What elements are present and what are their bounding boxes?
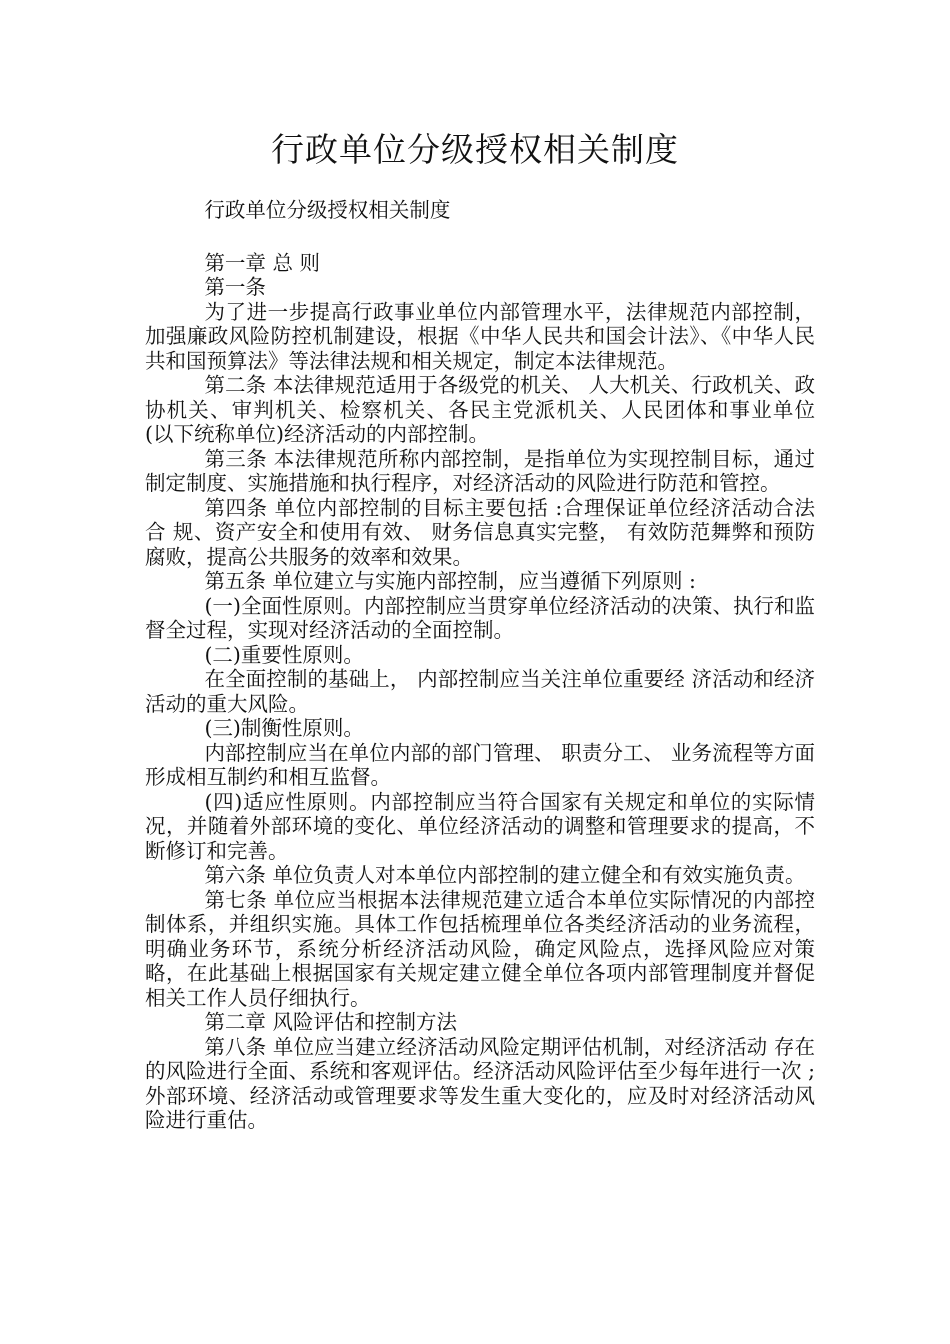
article-heading-1: 第一条 — [204, 275, 266, 299]
principle-2-heading: (二)重要性原则。 — [204, 642, 364, 667]
document-title: 行政单位分级授权相关制度 — [271, 130, 679, 169]
document-body — [145, 198, 815, 1133]
paragraph-article-5: 第五条 单位建立与实施内部控制，应当遵循下列原则 : — [204, 569, 696, 593]
paragraph-article-4: 第四条 单位内部控制的目标主要包括 :合理保证单位经济活动合法合 规、资产安全和使用有效、 财务信息真实完整， 有效防范舞弊和预防腐败，提高公共服务的效率和效果。 — [145, 495, 815, 569]
principle-2-body: 在全面控制的基础上， 内部控制应当关注单位重要经 济活动和经济活动的重大风险。 — [145, 667, 815, 716]
principle-3-heading: (三)制衡性原则。 — [204, 716, 364, 740]
paragraph-article-7: 第七条 单位应当根据本法律规范建立适合本单位实际情况的内部控制体系，并组织实施。具体工作包括梳理单位各类经济活动的业务流程，明确业务环节，系统分析经济活动风险，确定风险点，选择风险应对策略，在此基础上根据国家有关规定建立健全单位各项内部管理制度并督促相关工作人员仔细执行。 — [145, 887, 815, 1010]
document-subtitle: 行政单位分级授权相关制度 — [204, 198, 451, 222]
paragraph-article-6: 第六条 单位负责人对本单位内部控制的建立健全和有效实施负责。 — [204, 863, 806, 887]
paragraph-article-1: 为了进一步提高行政事业单位内部管理水平，法律规范内部控制，加强廉政风险防控机制建设，根据《中华人民共和国会计法》、《中华人民共和国预算法》等法律法规和相关规定，制定本法律规范。 — [145, 299, 815, 373]
chapter-heading-2: 第二章 风险评估和控制方法 — [204, 1010, 457, 1034]
paragraph-article-8: 第八条 单位应当建立经济活动风险定期评估机制，对经济活动 存在的风险进行全面、系统和客观评估。经济活动风险评估至少每年进行一次 ;外部环境、经济活动或管理要求等发生重大变化的，应及时对经济活动风险进行重估。 — [145, 1034, 815, 1132]
chapter-heading-1: 第一章 总 则 — [204, 250, 320, 275]
paragraph-article-2: 第二条 本法律规范适用于各级党的机关、 人大机关、行政机关、政协机关、审判机关、检察机关、各民主党派机关、人民团体和事业单位 (以下统称单位)经济活动的内部控制。 — [145, 373, 815, 446]
principle-4: (四)适应性原则。内部控制应当符合国家有关规定和单位的实际情况，并随着外部环境的变化、单位经济活动的调整和管理要求的提高，不断修订和完善。 — [145, 789, 815, 863]
principle-3-body: 内部控制应当在单位内部的部门管理、 职责分工、 业务流程等方面形成相互制约和相互监督。 — [145, 740, 815, 789]
principle-1: (一)全面性原则。内部控制应当贯穿单位经济活动的决策、执行和监督全过程，实现对经济活动的全面控制。 — [145, 593, 815, 642]
paragraph-article-3: 第三条 本法律规范所称内部控制，是指单位为实现控制目标，通过制定制度、实施措施和执行程序，对经济活动的风险进行防范和管控。 — [145, 446, 815, 495]
